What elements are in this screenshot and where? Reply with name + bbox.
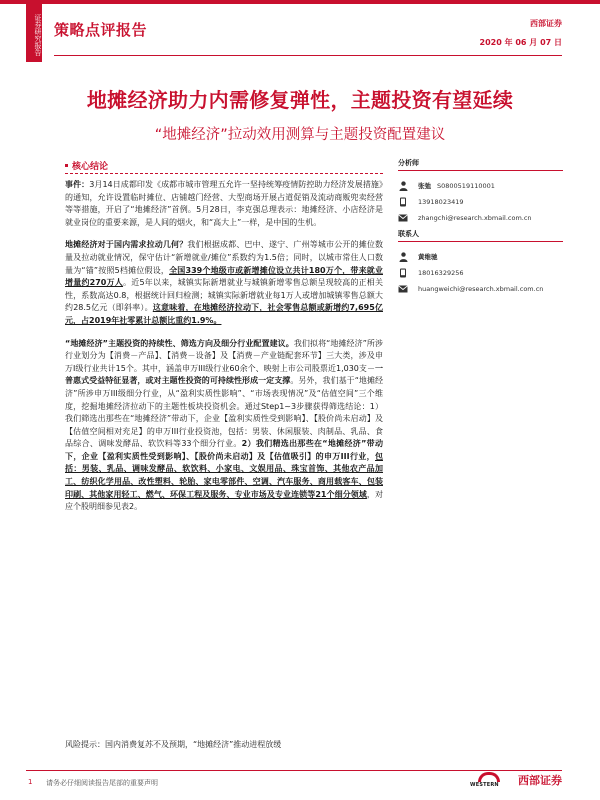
contact-divider	[398, 241, 563, 242]
analyst-email-row	[398, 211, 563, 224]
contact-heading: 联系人	[398, 230, 419, 238]
demand-lead: 地摊经济对于国内需求拉动几何？	[65, 240, 188, 250]
phone-icon	[398, 197, 408, 207]
author-sidebar	[398, 158, 563, 298]
analyst-email[interactable]: zhangchi@research.xbmail.com.cn	[418, 213, 532, 222]
demand-highlight-stalls: 全国339个地级市或新增摊位设立共计180万个，带来就业增量约270万人	[65, 265, 383, 288]
theme-bold-1: 一普惠式受益特征显著，或对主题性投资的可持续性形成一定支撑	[65, 363, 384, 386]
company-logo-icon	[470, 772, 510, 788]
demand-highlight-retail: 这意味着，在地摊经济拉动下，社会零售总额或新增约7,695亿元，占2019年社零累计总额比重约1.9%。	[65, 303, 383, 325]
page-subtitle: “地摊经济”拉动效用测算与主题投资配置建议	[154, 127, 446, 143]
theme-industry-list: 包括：男装、乳品、调味发酵品、软饮料、小家电、文娱用品、珠宝首饰、其他农产品加工、纺织化学用品、改性塑料、轮胎、家电零部件、空调、汽车服务、商用载客车、包装印刷、其他家用轻工、燃气、环保工程及服务、专业市场及专业连锁等21个细分领域	[65, 451, 383, 499]
event-paragraph	[65, 179, 383, 229]
risk-warning: 风险提示：国内消费复苏不及预期，“地摊经济”推动进程放缓	[65, 740, 282, 749]
contact-name: 黄维驰	[418, 253, 438, 261]
footer-brand: 西部证券	[518, 774, 562, 787]
demand-text-a: 我们根据成都、巴中、遂宁、广州等城市公开的摊位数量及拉动就业情况，保守估计“新增就业/摊位”系数约为1.5倍；同时，以城市常住人口数量为“锚”按照5档摊位假设，	[65, 240, 384, 275]
contact-name-row	[398, 250, 563, 263]
demand-text-b: 。近5年以来，城镇实际新增就业与城镇新增零售总额呈现较高的正相关性，系数高达0.8，根据统计回归检测；城镇实际新增就业每1万人或增加城镇零售总额大约28.5亿元（即斜率）。	[65, 278, 383, 313]
contact-phone: 18016329256	[418, 268, 464, 277]
person-icon	[398, 181, 408, 191]
theme-bold-2: 2）我们精选出那些在“地摊经济”带动下，企业【盈利实质性受到影响】、【股价尚未启动】及【估值吸引】的申万III行业，	[65, 439, 383, 461]
analyst-name-row	[398, 179, 563, 192]
analyst-divider	[398, 170, 563, 171]
logo-wordmark: WESTERN	[470, 782, 499, 788]
page-title: 地摊经济助力内需修复弹性，主题投资有望延续	[86, 88, 514, 112]
contact-email[interactable]: huangweichi@research.xbmail.com.cn	[418, 284, 544, 293]
email-icon	[398, 284, 408, 294]
theme-text-b: 。另外，我们基于“地摊经济”所涉申万III级细分行业，从“盈利实质性影响”、“市场表现情况”及“估值空间”三个维度，挖掘地摊经济拉动下的主题性板块投资机会。通过Step1~3步骤获得筛选结论：1）我们筛选出那些在“地摊经济”带动下，企业【盈利实质性受到影响】、【股价尚未启动】及【估值空间相对充足】的申万III行业投资池，包括：男装、休闲服装、肉制品、乳品、食品综合、调味发酵品、软饮料等33个细分行业。	[65, 376, 383, 449]
email-icon	[398, 213, 408, 223]
contact-email-row	[398, 282, 563, 295]
brand-name: 西部证券	[530, 19, 562, 28]
theme-lead: “地摊经济”主题投资的持续性、筛选方向及细分行业配置建议。	[65, 338, 294, 348]
footer-disclaimer: 请务必仔细阅读报告尾部的重要声明	[46, 779, 158, 787]
theme-paragraph	[65, 338, 383, 514]
core-conclusion-heading	[65, 158, 383, 172]
demand-paragraph	[65, 239, 383, 327]
header-divider	[54, 55, 562, 56]
phone-icon	[398, 268, 408, 278]
analyst-cert-number: S0800519110001	[437, 181, 495, 190]
analyst-phone: 13918023419	[418, 197, 464, 206]
core-conclusion-heading-text: 核心结论	[72, 161, 109, 172]
person-icon	[398, 252, 408, 262]
report-date: 2020 年 06 月 07 日	[479, 38, 562, 47]
section-divider	[65, 173, 383, 174]
core-conclusion-section	[65, 158, 383, 514]
page-number: 1	[28, 778, 33, 786]
top-accent-bar	[0, 0, 600, 4]
theme-text-a: 我们拟将“地摊经济”所涉行业划分为【消费－产品】、【消费－设备】及【消费－产业链配套环节】三大类，涉及申万I级行业共计15个。其中，涵盖申万III级行业60余个、映射上市公司股票近1,030支－	[65, 338, 383, 373]
bullet-square-icon	[65, 164, 68, 167]
footer-logo	[470, 772, 562, 788]
analyst-name: 张弛	[418, 182, 431, 190]
report-type-label: 策略点评报告	[54, 21, 148, 39]
analyst-phone-row	[398, 195, 563, 208]
contact-phone-row	[398, 266, 563, 279]
event-lead: 事件：	[65, 180, 90, 189]
theme-text-c: ，对应个股明细参见表2。	[65, 489, 383, 512]
report-category-tag: 证券研究报告	[26, 4, 42, 62]
analyst-heading: 分析师	[398, 159, 419, 167]
event-text: 3月14日成都印发《成都市城市管理五允许一坚持统筹疫情防控助力经济发展措施》的通知，允许设置临时摊位、店铺越门经营、大型商场开展占道促销及流动商贩兜卖经营等等措施，开启了“地摊经济”首例。5月28日，李克强总理表示：地摊经济、小店经济是就业岗位的重要来源，是人间的烟火，和“高大上”一样，是中国的生机。	[65, 180, 383, 227]
footer-divider	[26, 770, 562, 771]
